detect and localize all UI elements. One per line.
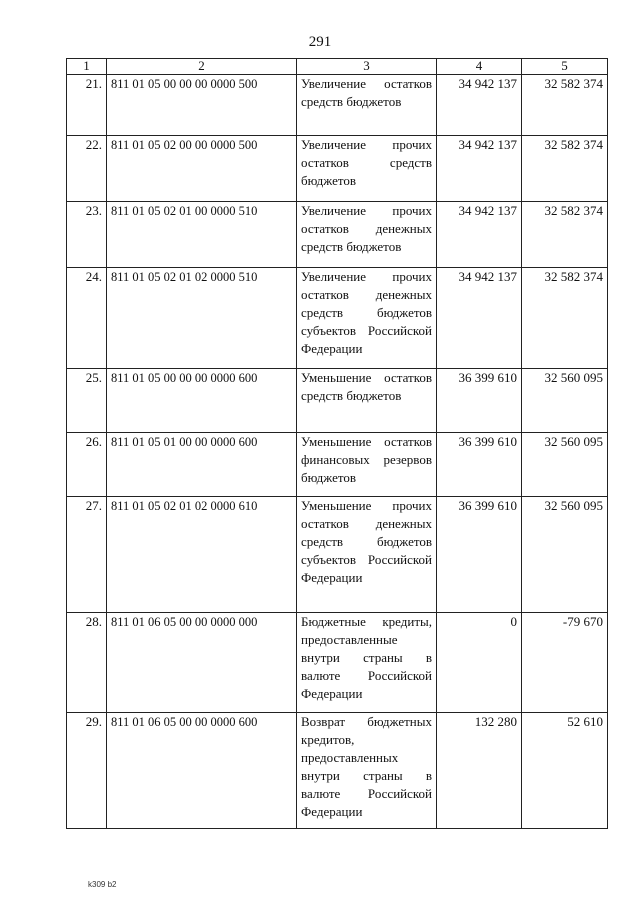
row-number: 24. — [67, 268, 107, 369]
amount-col5: 32 582 374 — [522, 202, 608, 268]
amount-col5: 32 582 374 — [522, 136, 608, 202]
table-row — [67, 75, 608, 136]
amount-col4: 34 942 137 — [437, 136, 522, 202]
amount-col5: 32 582 374 — [522, 75, 608, 136]
row-number: 23. — [67, 202, 107, 268]
column-header-4: 4 — [437, 59, 522, 75]
budget-code: 811 01 05 00 00 00 0000 600 — [107, 369, 297, 433]
footer-document-code: k309 b2 — [88, 880, 117, 889]
table-row — [67, 433, 608, 497]
item-name: Возврат бюджетных кредитов, предоставленных внутри страны в валюте Российской Федерации — [297, 713, 437, 829]
budget-code: 811 01 06 05 00 00 0000 000 — [107, 613, 297, 713]
page-number: 291 — [308, 34, 332, 50]
row-number: 27. — [67, 497, 107, 613]
row-number: 22. — [67, 136, 107, 202]
row-number: 28. — [67, 613, 107, 713]
amount-col5: 32 560 095 — [522, 433, 608, 497]
amount-col5: 32 560 095 — [522, 369, 608, 433]
amount-col4: 34 942 137 — [437, 202, 522, 268]
budget-code: 811 01 05 02 01 00 0000 510 — [107, 202, 297, 268]
budget-sources-table — [66, 58, 608, 829]
row-number: 26. — [67, 433, 107, 497]
row-number: 29. — [67, 713, 107, 829]
amount-col4: 0 — [437, 613, 522, 713]
item-name: Увеличение прочих остатков денежных средств бюджетов субъектов Российской Федерации — [297, 268, 437, 369]
table-row — [67, 268, 608, 369]
item-name: Уменьшение прочих остатков денежных средств бюджетов субъектов Российской Федерации — [297, 497, 437, 613]
row-number: 21. — [67, 75, 107, 136]
column-header-5: 5 — [522, 59, 608, 75]
table-row — [67, 202, 608, 268]
amount-col4: 36 399 610 — [437, 369, 522, 433]
amount-col4: 132 280 — [437, 713, 522, 829]
amount-col5: -79 670 — [522, 613, 608, 713]
item-name: Увеличение остатков средств бюджетов — [297, 75, 437, 136]
table-row — [67, 136, 608, 202]
item-name: Уменьшение остатков средств бюджетов — [297, 369, 437, 433]
amount-col5: 32 560 095 — [522, 497, 608, 613]
amount-col4: 34 942 137 — [437, 268, 522, 369]
item-name: Уменьшение остатков финансовых резервов бюджетов — [297, 433, 437, 497]
table-row — [67, 369, 608, 433]
row-number: 25. — [67, 369, 107, 433]
table-row — [67, 497, 608, 613]
item-name: Увеличение прочих остатков средств бюджетов — [297, 136, 437, 202]
column-header-2: 2 — [107, 59, 297, 75]
amount-col5: 32 582 374 — [522, 268, 608, 369]
amount-col4: 36 399 610 — [437, 433, 522, 497]
budget-code: 811 01 05 00 00 00 0000 500 — [107, 75, 297, 136]
budget-code: 811 01 05 02 00 00 0000 500 — [107, 136, 297, 202]
amount-col5: 52 610 — [522, 713, 608, 829]
budget-code: 811 01 05 01 00 00 0000 600 — [107, 433, 297, 497]
item-name: Увеличение прочих остатков денежных средств бюджетов — [297, 202, 437, 268]
header-row — [67, 59, 608, 75]
amount-col4: 34 942 137 — [437, 75, 522, 136]
item-name: Бюджетные кредиты, предоставленные внутри страны в валюте Российской Федерации — [297, 613, 437, 713]
table-row — [67, 613, 608, 713]
amount-col4: 36 399 610 — [437, 497, 522, 613]
column-header-3: 3 — [297, 59, 437, 75]
budget-code: 811 01 06 05 00 00 0000 600 — [107, 713, 297, 829]
budget-code: 811 01 05 02 01 02 0000 610 — [107, 497, 297, 613]
column-header-1: 1 — [67, 59, 107, 75]
table-row — [67, 713, 608, 829]
budget-code: 811 01 05 02 01 02 0000 510 — [107, 268, 297, 369]
